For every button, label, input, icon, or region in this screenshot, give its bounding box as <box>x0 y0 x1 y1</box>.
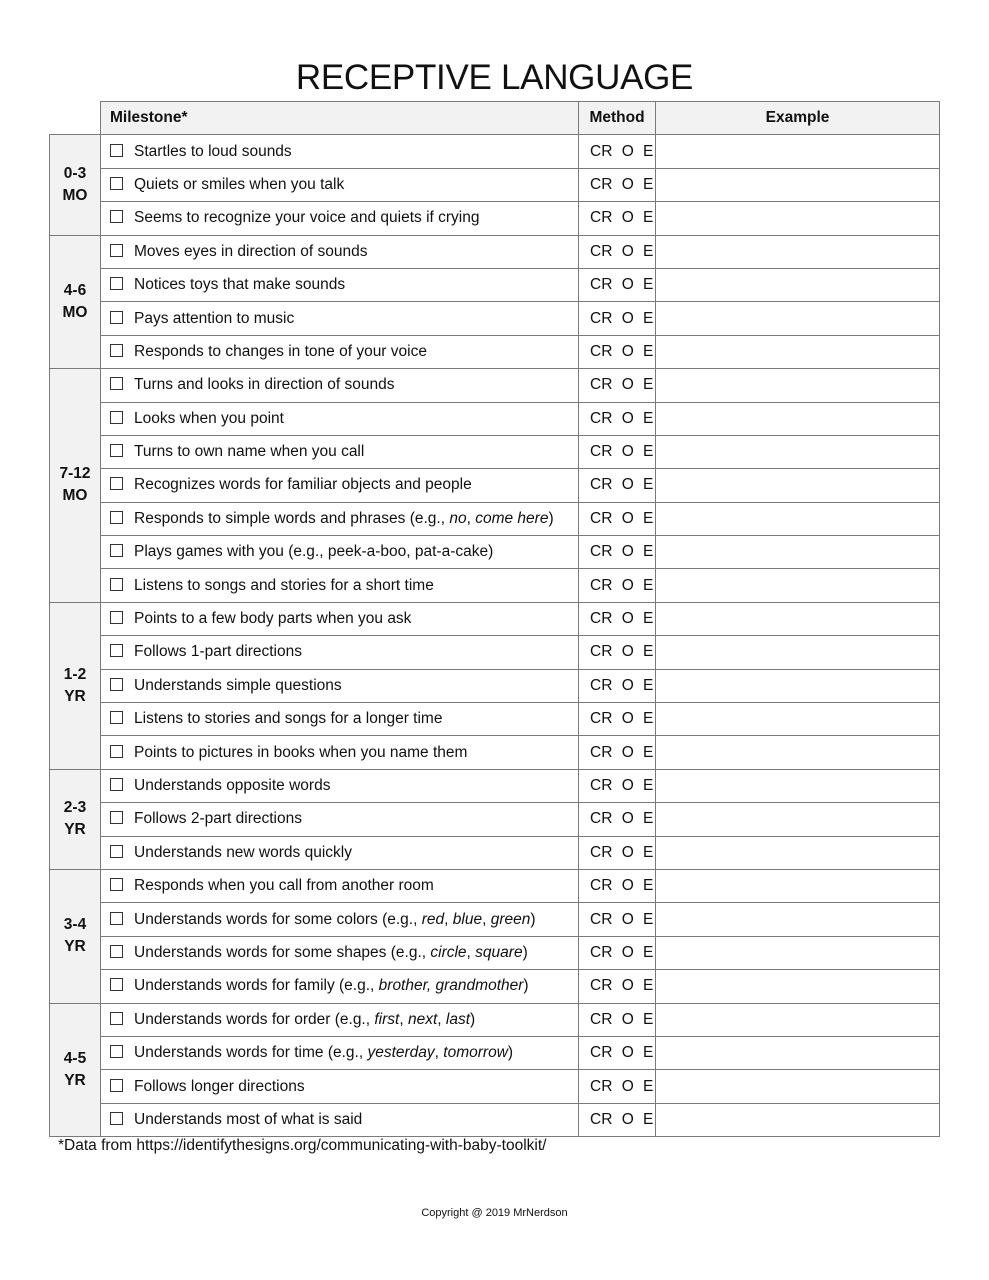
example-field[interactable] <box>656 669 940 702</box>
table-row <box>50 1103 940 1136</box>
method-options[interactable]: CR O E <box>579 235 656 268</box>
milestone-text: , <box>444 910 453 928</box>
milestone-cell <box>101 602 579 635</box>
example-field[interactable] <box>656 769 940 802</box>
milestone-header: Milestone* <box>101 102 579 135</box>
checkbox[interactable] <box>110 1079 123 1092</box>
table-row <box>50 1036 940 1069</box>
milestone-text: Points to pictures in books when you name them <box>134 743 468 761</box>
method-options[interactable]: CR O E <box>579 903 656 936</box>
example-field[interactable] <box>656 469 940 502</box>
age-group-label <box>50 235 101 369</box>
method-options[interactable]: CR O E <box>579 669 656 702</box>
age-group-line: YR <box>64 938 86 956</box>
milestone-cell <box>101 1036 579 1069</box>
milestone-text: last <box>445 1010 471 1028</box>
example-field[interactable] <box>656 502 940 535</box>
example-field[interactable] <box>656 803 940 836</box>
method-options[interactable]: CR O E <box>579 636 656 669</box>
example-field[interactable] <box>656 903 940 936</box>
page-title: RECEPTIVE LANGUAGE <box>295 58 694 97</box>
milestone-text: next <box>407 1010 438 1028</box>
age-group-line: MO <box>62 303 88 321</box>
milestone-text: come here <box>475 509 549 527</box>
milestone-text: red <box>421 910 445 928</box>
checkbox[interactable] <box>110 477 123 490</box>
milestone-cell <box>101 1070 579 1103</box>
checkbox[interactable] <box>110 578 123 591</box>
table-body <box>50 135 940 1137</box>
milestone-text: Understands most of what is said <box>134 1110 363 1128</box>
method-options[interactable]: CR O E <box>579 970 656 1003</box>
milestone-text: Understands simple questions <box>134 676 342 694</box>
milestone-cell <box>101 469 579 502</box>
table-row <box>50 502 940 535</box>
age-group-label <box>50 369 101 603</box>
checkbox[interactable] <box>110 177 123 190</box>
age-group-label <box>50 135 101 235</box>
example-field[interactable] <box>656 602 940 635</box>
table-row <box>50 769 940 802</box>
example-field[interactable] <box>656 302 940 335</box>
example-field[interactable] <box>656 369 940 402</box>
milestone-cell <box>101 769 579 802</box>
example-field[interactable] <box>656 1103 940 1136</box>
table-row <box>50 936 940 969</box>
checkbox[interactable] <box>110 1112 123 1125</box>
method-options[interactable]: CR O E <box>579 1070 656 1103</box>
milestone-text: circle <box>430 943 467 961</box>
method-options[interactable]: CR O E <box>579 936 656 969</box>
table-row <box>50 202 940 235</box>
checkbox[interactable] <box>110 678 123 691</box>
checkbox[interactable] <box>110 377 123 390</box>
example-field[interactable] <box>656 168 940 201</box>
table-row <box>50 235 940 268</box>
table-row <box>50 903 940 936</box>
table-row <box>50 669 940 702</box>
table-row <box>50 970 940 1003</box>
age-group-line: YR <box>64 821 86 839</box>
milestone-text: first <box>374 1010 400 1028</box>
milestone-cell <box>101 302 579 335</box>
example-field[interactable] <box>656 869 940 902</box>
milestone-text: Understands words for time (e.g., <box>134 1044 368 1062</box>
checkbox[interactable] <box>110 745 123 758</box>
age-group-line: 3-4 <box>63 916 87 934</box>
example-field[interactable] <box>656 202 940 235</box>
milestone-text: Points to a few body parts when you ask <box>134 610 412 628</box>
milestone-text: , <box>437 1010 446 1028</box>
milestone-cell <box>101 1103 579 1136</box>
milestone-text: , <box>482 910 491 928</box>
method-options[interactable]: CR O E <box>579 369 656 402</box>
milestone-text: Moves eyes in direction of sounds <box>134 242 368 260</box>
method-options[interactable]: CR O E <box>579 435 656 468</box>
checkbox[interactable] <box>110 277 123 290</box>
method-options[interactable]: CR O E <box>579 1036 656 1069</box>
milestone-text: , <box>399 1010 408 1028</box>
table-row <box>50 135 940 168</box>
milestone-text: Plays games with you (e.g., peek-a-boo, pat-a-cake) <box>134 543 494 561</box>
example-field[interactable] <box>656 569 940 602</box>
table-row <box>50 569 940 602</box>
milestone-text: ) <box>523 977 529 995</box>
method-options[interactable]: CR O E <box>579 703 656 736</box>
table-row <box>50 736 940 769</box>
age-group-label <box>50 1003 101 1137</box>
table-row <box>50 703 940 736</box>
checkbox[interactable] <box>110 978 123 991</box>
checkbox[interactable] <box>110 912 123 925</box>
checkbox[interactable] <box>110 544 123 557</box>
example-field[interactable] <box>656 135 940 168</box>
checkbox[interactable] <box>110 1045 123 1058</box>
age-group-line: YR <box>64 1071 86 1089</box>
milestone-cell <box>101 335 579 368</box>
method-options[interactable]: CR O E <box>579 469 656 502</box>
method-options[interactable]: CR O E <box>579 803 656 836</box>
milestone-text: ) <box>530 910 536 928</box>
milestone-text: yesterday <box>367 1044 435 1062</box>
method-header: Method <box>579 102 656 135</box>
milestone-cell <box>101 135 579 168</box>
example-field[interactable] <box>656 970 940 1003</box>
milestone-text: green <box>490 910 531 928</box>
milestone-cell <box>101 168 579 201</box>
method-options[interactable]: CR O E <box>579 536 656 569</box>
checkbox[interactable] <box>110 711 123 724</box>
table-row <box>50 1070 940 1103</box>
milestone-cell <box>101 502 579 535</box>
milestone-cell <box>101 536 579 569</box>
milestone-text: Notices toys that make sounds <box>134 276 346 294</box>
age-group-line: MO <box>62 186 88 204</box>
milestone-text: Seems to recognize your voice and quiets if crying <box>134 209 480 227</box>
age-group-line: YR <box>64 687 86 705</box>
age-group-line: 0-3 <box>63 164 87 182</box>
copyright: Copyright @ 2019 MrNerdson <box>421 1207 568 1219</box>
checkbox[interactable] <box>110 878 123 891</box>
example-field[interactable] <box>656 1036 940 1069</box>
milestone-text: Responds to simple words and phrases (e.g., <box>134 509 450 527</box>
milestone-text: Pays attention to music <box>134 309 295 327</box>
milestone-text: ) <box>522 943 528 961</box>
milestone-text: Understands words for some colors (e.g., <box>134 910 422 928</box>
age-group-line: 2-3 <box>63 799 87 817</box>
milestone-text: Follows longer directions <box>134 1077 305 1095</box>
method-options[interactable]: CR O E <box>579 402 656 435</box>
checkbox[interactable] <box>110 611 123 624</box>
method-options[interactable]: CR O E <box>579 1103 656 1136</box>
milestone-text: Understands words for some shapes (e.g., <box>134 943 431 961</box>
method-options[interactable]: CR O E <box>579 602 656 635</box>
example-field[interactable] <box>656 1003 940 1036</box>
checkbox[interactable] <box>110 444 123 457</box>
method-options[interactable]: CR O E <box>579 1003 656 1036</box>
table-row <box>50 602 940 635</box>
checkbox[interactable] <box>110 511 123 524</box>
table-row <box>50 335 940 368</box>
method-options[interactable]: CR O E <box>579 302 656 335</box>
milestone-text: , <box>466 943 476 961</box>
checkbox[interactable] <box>110 644 123 657</box>
checkbox[interactable] <box>110 210 123 223</box>
milestone-text: ) <box>507 1044 514 1062</box>
milestone-text: ) <box>470 1010 476 1028</box>
example-field[interactable] <box>656 335 940 368</box>
milestone-cell <box>101 369 579 402</box>
example-field[interactable] <box>656 703 940 736</box>
milestone-text: Responds when you call from another room <box>134 877 434 895</box>
method-options[interactable]: CR O E <box>579 168 656 201</box>
age-group-line: MO <box>62 487 88 505</box>
table-row <box>50 869 940 902</box>
milestone-cell <box>101 703 579 736</box>
checkbox[interactable] <box>110 1012 123 1025</box>
example-field[interactable] <box>656 402 940 435</box>
table-row <box>50 636 940 669</box>
method-options[interactable]: CR O E <box>579 569 656 602</box>
milestone-text: no <box>449 509 467 527</box>
milestone-text: Looks when you point <box>134 409 284 427</box>
example-field[interactable] <box>656 636 940 669</box>
method-options[interactable]: CR O E <box>579 736 656 769</box>
milestone-text: ) <box>548 509 554 527</box>
table-row <box>50 435 940 468</box>
milestone-text: Understands words for order (e.g., <box>134 1010 375 1028</box>
milestone-text: Responds to changes in tone of your voice <box>134 342 427 360</box>
example-field[interactable] <box>656 268 940 301</box>
footnote: *Data from https://identifythesigns.org/communicating-with-baby-toolkit/ <box>58 1137 547 1154</box>
checkbox[interactable] <box>110 811 123 824</box>
table-row <box>50 268 940 301</box>
age-group-line: 4-5 <box>63 1049 87 1067</box>
milestone-text: tomorrow <box>443 1044 508 1062</box>
milestone-text: brother, grandmother <box>378 977 524 995</box>
example-field[interactable] <box>656 736 940 769</box>
checkbox[interactable] <box>110 244 123 257</box>
age-group-line: 1-2 <box>63 665 87 683</box>
table-row <box>50 402 940 435</box>
milestone-text: blue <box>452 910 483 928</box>
age-group-label <box>50 769 101 869</box>
milestone-text: Follows 2-part directions <box>134 810 302 828</box>
milestone-cell <box>101 803 579 836</box>
table-row <box>50 469 940 502</box>
example-field[interactable] <box>656 936 940 969</box>
method-options[interactable]: CR O E <box>579 769 656 802</box>
milestone-text: square <box>475 943 523 961</box>
table-header-row <box>50 102 940 135</box>
checkbox[interactable] <box>110 311 123 324</box>
example-header: Example <box>656 102 940 135</box>
checkbox[interactable] <box>110 845 123 858</box>
method-options[interactable]: CR O E <box>579 135 656 168</box>
example-field[interactable] <box>656 1070 940 1103</box>
method-options[interactable]: CR O E <box>579 202 656 235</box>
milestone-cell <box>101 869 579 902</box>
method-options[interactable]: CR O E <box>579 268 656 301</box>
milestone-cell <box>101 569 579 602</box>
milestone-text: , <box>434 1044 444 1062</box>
checkbox[interactable] <box>110 411 123 424</box>
milestone-cell <box>101 202 579 235</box>
milestone-text: Understands opposite words <box>134 777 331 794</box>
milestone-text: , <box>466 509 476 527</box>
method-options[interactable]: CR O E <box>579 869 656 902</box>
table-row <box>50 1003 940 1036</box>
example-field[interactable] <box>656 836 940 869</box>
table-row <box>50 302 940 335</box>
milestone-cell <box>101 268 579 301</box>
age-group-label <box>50 602 101 769</box>
method-options[interactable]: CR O E <box>579 836 656 869</box>
milestone-text: Understands words for family (e.g., <box>134 977 379 995</box>
milestone-cell <box>101 435 579 468</box>
checkbox[interactable] <box>110 945 123 958</box>
milestone-text: Understands new words quickly <box>134 843 352 861</box>
milestone-cell <box>101 402 579 435</box>
table-row <box>50 803 940 836</box>
milestone-text: Listens to stories and songs for a longer time <box>134 710 443 728</box>
milestone-text: Listens to songs and stories for a short time <box>134 576 434 594</box>
milestone-cell <box>101 903 579 936</box>
milestone-cell <box>101 1003 579 1036</box>
example-field[interactable] <box>656 536 940 569</box>
method-options[interactable]: CR O E <box>579 335 656 368</box>
milestone-cell <box>101 669 579 702</box>
milestone-text: Turns to own name when you call <box>134 443 365 461</box>
milestone-cell <box>101 936 579 969</box>
table-row <box>50 168 940 201</box>
checkbox[interactable] <box>110 344 123 357</box>
milestone-text: Startles to loud sounds <box>134 142 292 160</box>
milestone-table <box>49 101 940 1137</box>
age-group-line: 4-6 <box>63 281 87 299</box>
table-row <box>50 536 940 569</box>
milestone-cell <box>101 836 579 869</box>
age-group-label <box>50 869 101 1003</box>
milestone-cell <box>101 970 579 1003</box>
age-group-line: 7-12 <box>59 465 91 483</box>
milestone-text: Turns and looks in direction of sounds <box>134 376 395 394</box>
method-options[interactable]: CR O E <box>579 502 656 535</box>
example-field[interactable] <box>656 435 940 468</box>
milestone-cell <box>101 736 579 769</box>
milestone-cell <box>101 235 579 268</box>
checkbox[interactable] <box>110 778 123 791</box>
milestone-text: Quiets or smiles when you talk <box>134 175 345 193</box>
corner-cell <box>50 102 101 135</box>
milestone-cell <box>101 636 579 669</box>
example-field[interactable] <box>656 235 940 268</box>
milestone-text: Recognizes words for familiar objects and people <box>134 476 472 494</box>
checkbox[interactable] <box>110 144 123 157</box>
milestone-text: Follows 1-part directions <box>134 643 302 661</box>
table-row <box>50 369 940 402</box>
table-row <box>50 836 940 869</box>
